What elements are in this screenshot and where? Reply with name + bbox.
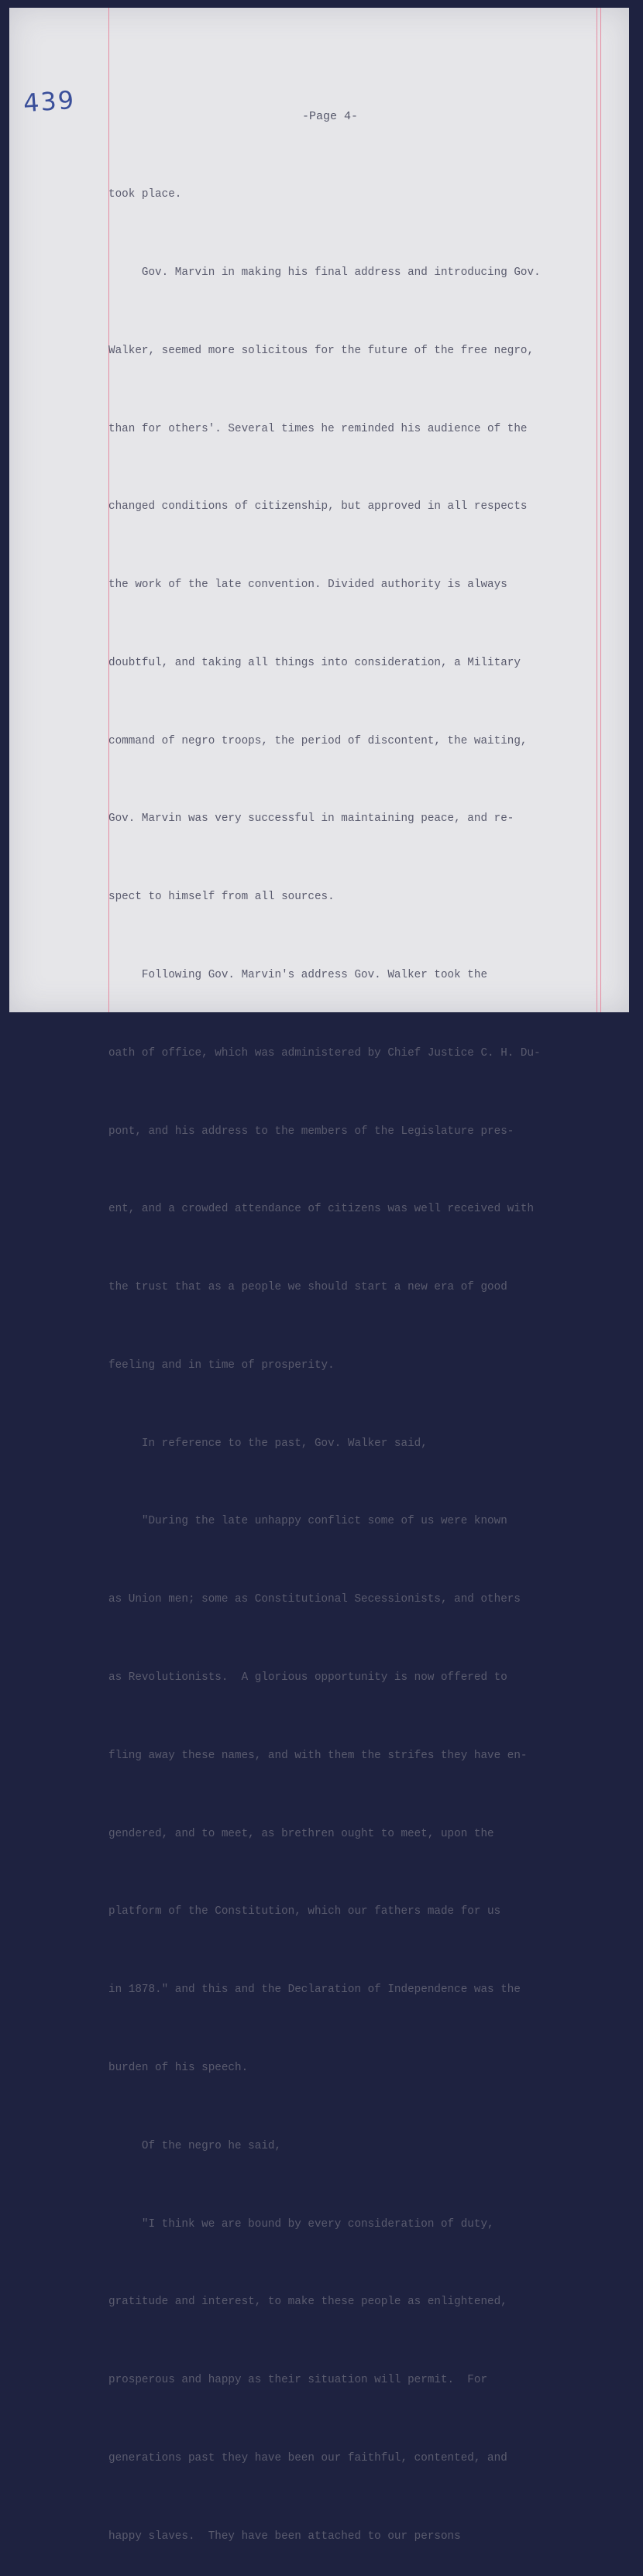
text-line: than for others'. Several times he reminded his audience of the (108, 422, 528, 435)
text-line: "During the late unhappy conflict some of us were known (108, 1515, 507, 1528)
text-line: fling away these names, and with them the strifes they have en- (108, 1749, 528, 1762)
text-line: Following Gov. Marvin's address Gov. Walker took the (108, 969, 488, 981)
text-line: burden of his speech. (108, 2061, 249, 2074)
text-line: ent, and a crowded attendance of citizens was well received with (108, 1203, 535, 1216)
text-line: as Revolutionists. A glorious opportunity is now offered to (108, 1671, 507, 1685)
text-line: changed conditions of citizenship, but approved in all respects (108, 500, 528, 513)
text-line: gendered, and to meet, as brethren ought to meet, upon the (108, 1827, 494, 1840)
text-line: gratitude and interest, to make these people as enlightened, (108, 2296, 507, 2309)
text-line: spect to himself from all sources. (108, 891, 335, 904)
folio-number: 439 (22, 84, 77, 118)
text-line: Gov. Marvin in making his final address and introducing Gov. (108, 266, 541, 279)
text-line: the trust that as a people we should start a new era of good (108, 1281, 507, 1294)
text-line: In reference to the past, Gov. Walker said, (108, 1437, 428, 1450)
body-text (108, 130, 620, 2576)
text-line: generations past they have been our faithful, contented, and (108, 2451, 507, 2464)
text-line: Of the negro he said, (108, 2139, 282, 2152)
page-heading: -Page 4- (302, 110, 359, 123)
text-line: happy slaves. They have been attached to our persons (108, 2530, 461, 2543)
text-line: in 1878." and this and the Declaration of Independence was the (108, 1984, 521, 1997)
text-line: platform of the Constitution, which our fathers made for us (108, 1905, 501, 1918)
text-line: took place. (108, 188, 182, 201)
text-line: "I think we are bound by every consideration of duty, (108, 2217, 494, 2231)
text-line: oath of office, which was administered by Chief Justice C. H. Du- (108, 1046, 541, 1060)
text-line: prosperous and happy as their situation will permit. For (108, 2374, 488, 2387)
text-line: doubtful, and taking all things into consideration, a Military (108, 656, 521, 669)
text-line: as Union men; some as Constitutional Secessionists, and others (108, 1593, 521, 1606)
text-line: feeling and in time of prosperity. (108, 1358, 335, 1372)
text-line: command of negro troops, the period of discontent, the waiting, (108, 734, 528, 747)
text-line: Walker, seemed more solicitous for the future of the free negro, (108, 344, 535, 357)
text-line: the work of the late convention. Divided authority is always (108, 579, 507, 592)
text-line: pont, and his address to the members of the Legislature pres- (108, 1125, 514, 1138)
text-line: Gov. Marvin was very successful in maintaining peace, and re- (108, 812, 514, 826)
